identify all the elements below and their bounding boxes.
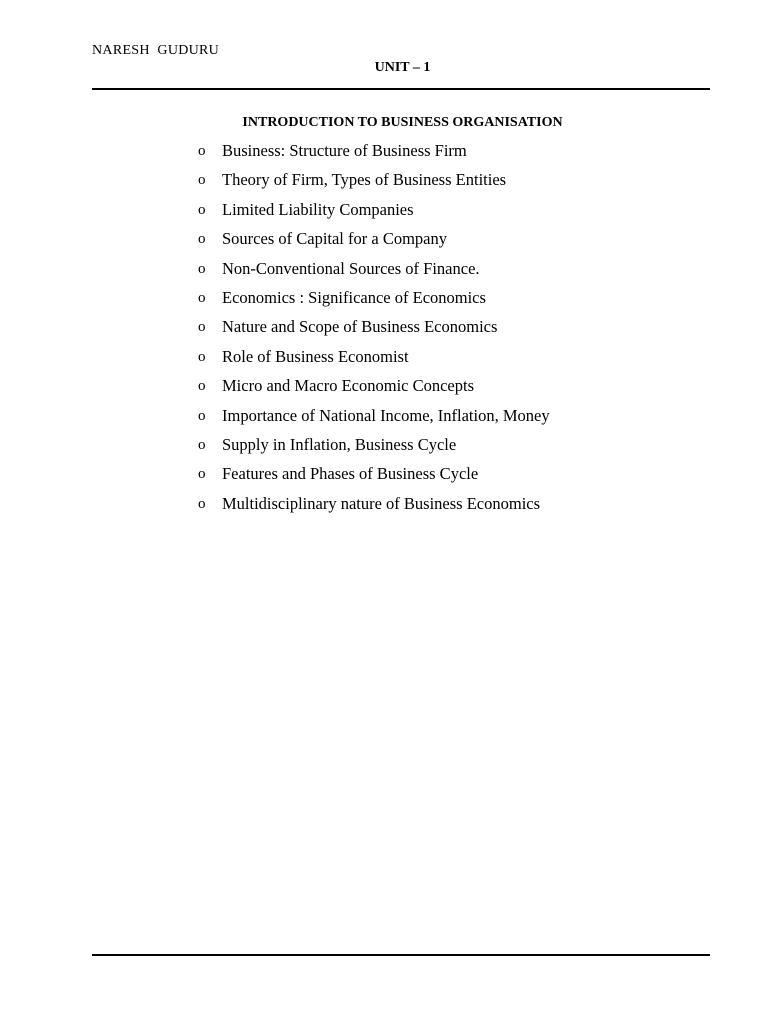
topic-text: Limited Liability Companies bbox=[222, 199, 414, 219]
topic-text: Sources of Capital for a Company bbox=[222, 229, 447, 249]
bullet-icon: o bbox=[198, 260, 206, 277]
list-item bbox=[198, 229, 550, 258]
bullet-icon: o bbox=[198, 378, 206, 395]
topic-text: Features and Phases of Business Cycle bbox=[222, 464, 479, 484]
bullet-icon: o bbox=[198, 466, 206, 483]
list-item bbox=[198, 259, 550, 288]
topic-text: Micro and Macro Economic Concepts bbox=[222, 376, 475, 396]
header-divider bbox=[92, 88, 710, 90]
topic-text: Business: Structure of Business Firm bbox=[222, 141, 467, 160]
list-item bbox=[198, 435, 550, 464]
topic-text: Nature and Scope of Business Economics bbox=[222, 317, 498, 337]
bullet-icon: o bbox=[198, 348, 206, 365]
topic-text: Multidisciplinary nature of Business Economics bbox=[222, 493, 541, 513]
author-name: NARESH GUDURU bbox=[92, 43, 220, 58]
bullet-icon: o bbox=[198, 201, 206, 218]
list-item bbox=[198, 317, 550, 346]
topic-text: Economics : Significance of Economics bbox=[222, 287, 486, 307]
bullet-icon: o bbox=[198, 495, 206, 512]
bullet-icon: o bbox=[198, 172, 206, 189]
list-item bbox=[198, 200, 550, 229]
topic-text: Theory of Firm, Types of Business Entities bbox=[222, 170, 507, 190]
bullet-icon: o bbox=[198, 289, 206, 306]
list-item bbox=[198, 406, 550, 435]
topic-text: Role of Business Economist bbox=[222, 346, 409, 366]
list-item bbox=[198, 170, 550, 199]
footer-divider bbox=[92, 954, 710, 956]
topic-text: Importance of National Income, Inflation, Money bbox=[222, 405, 550, 425]
list-item bbox=[198, 141, 550, 170]
list-item bbox=[198, 347, 550, 376]
unit-title: UNIT – 1 bbox=[374, 60, 431, 75]
list-item bbox=[198, 376, 550, 405]
section-heading: INTRODUCTION TO BUSINESS ORGANISATION bbox=[242, 115, 563, 130]
bullet-icon: o bbox=[198, 436, 206, 453]
topic-list bbox=[198, 141, 550, 523]
bullet-icon: o bbox=[198, 319, 206, 336]
topic-text: Supply in Inflation, Business Cycle bbox=[222, 434, 457, 454]
bullet-icon: o bbox=[198, 143, 206, 159]
topic-text: Non-Conventional Sources of Finance. bbox=[222, 258, 480, 278]
bullet-icon: o bbox=[198, 231, 206, 248]
list-item bbox=[198, 494, 550, 523]
list-item bbox=[198, 288, 550, 317]
bullet-icon: o bbox=[198, 407, 206, 424]
list-item bbox=[198, 464, 550, 493]
